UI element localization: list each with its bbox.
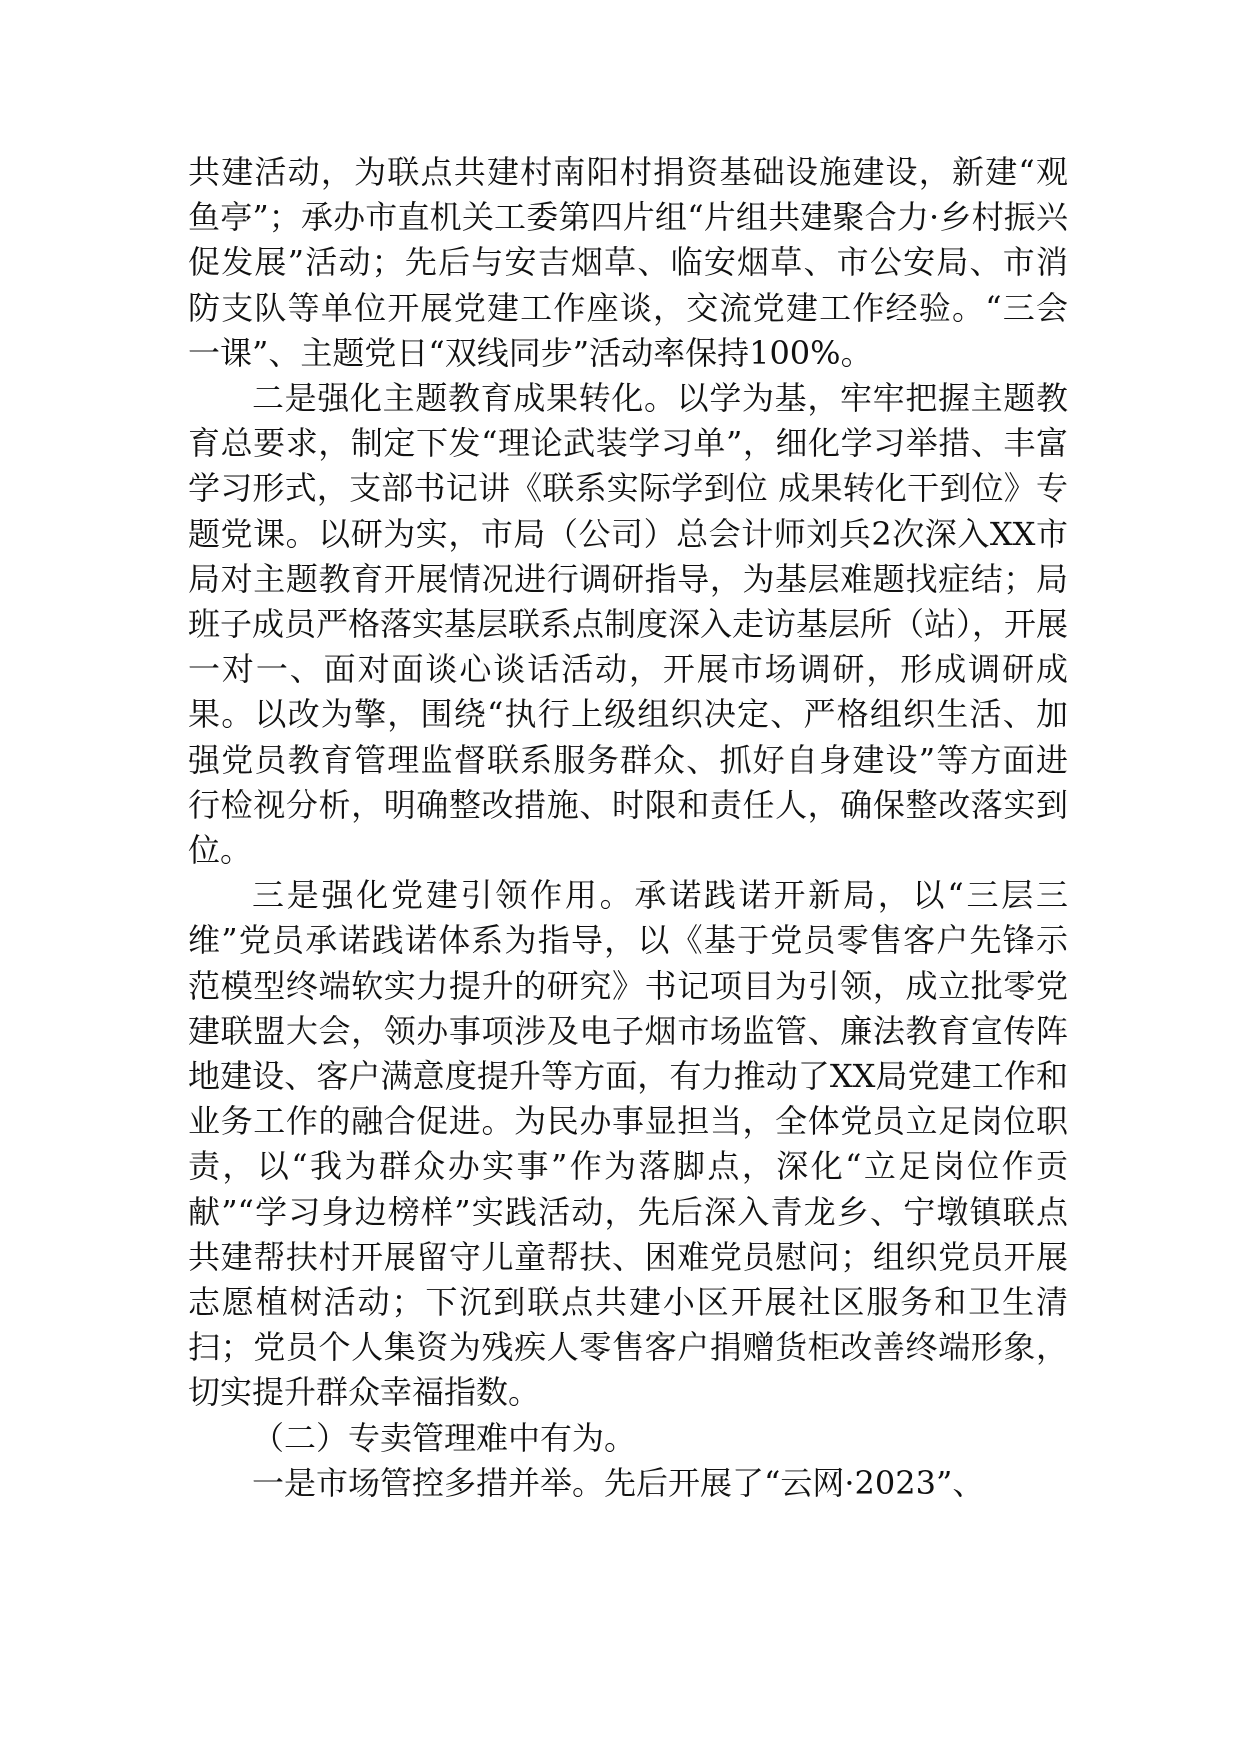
paragraph-market-control: 一是市场管控多措并举。先后开展了“云网·2023”、 [252, 1463, 985, 1502]
paragraph-party-building-continued: 共建活动，为联点共建村南阳村捐资基础设施建设，新建“观鱼亭”；承办市直机关工委第四片组“片组共建聚合力·乡村振兴促发展”活动；先后与安吉烟草、临安烟草、市公安局、市消防支队等单位开展党建工作座谈，交流党建工作经验。“三会一课”、主题党日“双线同步”活动率保持100%。 [188, 153, 1068, 372]
section-heading-monopoly-management: （二）专卖管理难中有为。 [252, 1418, 637, 1457]
document-page [188, 150, 1068, 1506]
paragraph-party-leadership: 三是强化党建引领作用。承诺践诺开新局，以“三层三维”党员承诺践诺体系为指导，以《基于党员零售客户先锋示范模型终端软实力提升的研究》书记项目为引领，成立批零党建联盟大会，领办事项涉及电子烟市场监管、廉法教育宣传阵地建设、客户满意度提升等方面，有力推动了XX局党建工作和业务工作的融合促进。为民办事显担当，全体党员立足岗位职责，以“我为群众办实事”作为落脚点，深化“立足岗位作贡献”“学习身边榜样”实践活动，先后深入青龙乡、宁墩镇联点共建帮扶村开展留守儿童帮扶、困难党员慰问；组织党员开展志愿植树活动；下沉到联点共建小区开展社区服务和卫生清扫；党员个人集资为残疾人零售客户捐赠货柜改善终端形象，切实提升群众幸福指数。 [188, 876, 1068, 1412]
paragraph-theme-education: 二是强化主题教育成果转化。以学为基，牢牢把握主题教育总要求，制定下发“理论武装学习单”，细化学习举措、丰富学习形式，支部书记讲《联系实际学到位 成果转化干到位》专题党课。以研为实，市局（公司）总会计师刘兵2次深入XX市局对主题教育开展情况进行调研指导，为基层难题找症结；局班子成员严格落实基层联系点制度深入走访基层所（站），开展一对一、面对面谈心谈话活动，开展市场调研，形成调研成果。以改为擎，围绕“执行上级组织决定、严格组织生活、加强党员教育管理监督联系服务群众、抓好自身建设”等方面进行检视分析，明确整改措施、时限和责任人，确保整改落实到位。 [188, 379, 1069, 870]
